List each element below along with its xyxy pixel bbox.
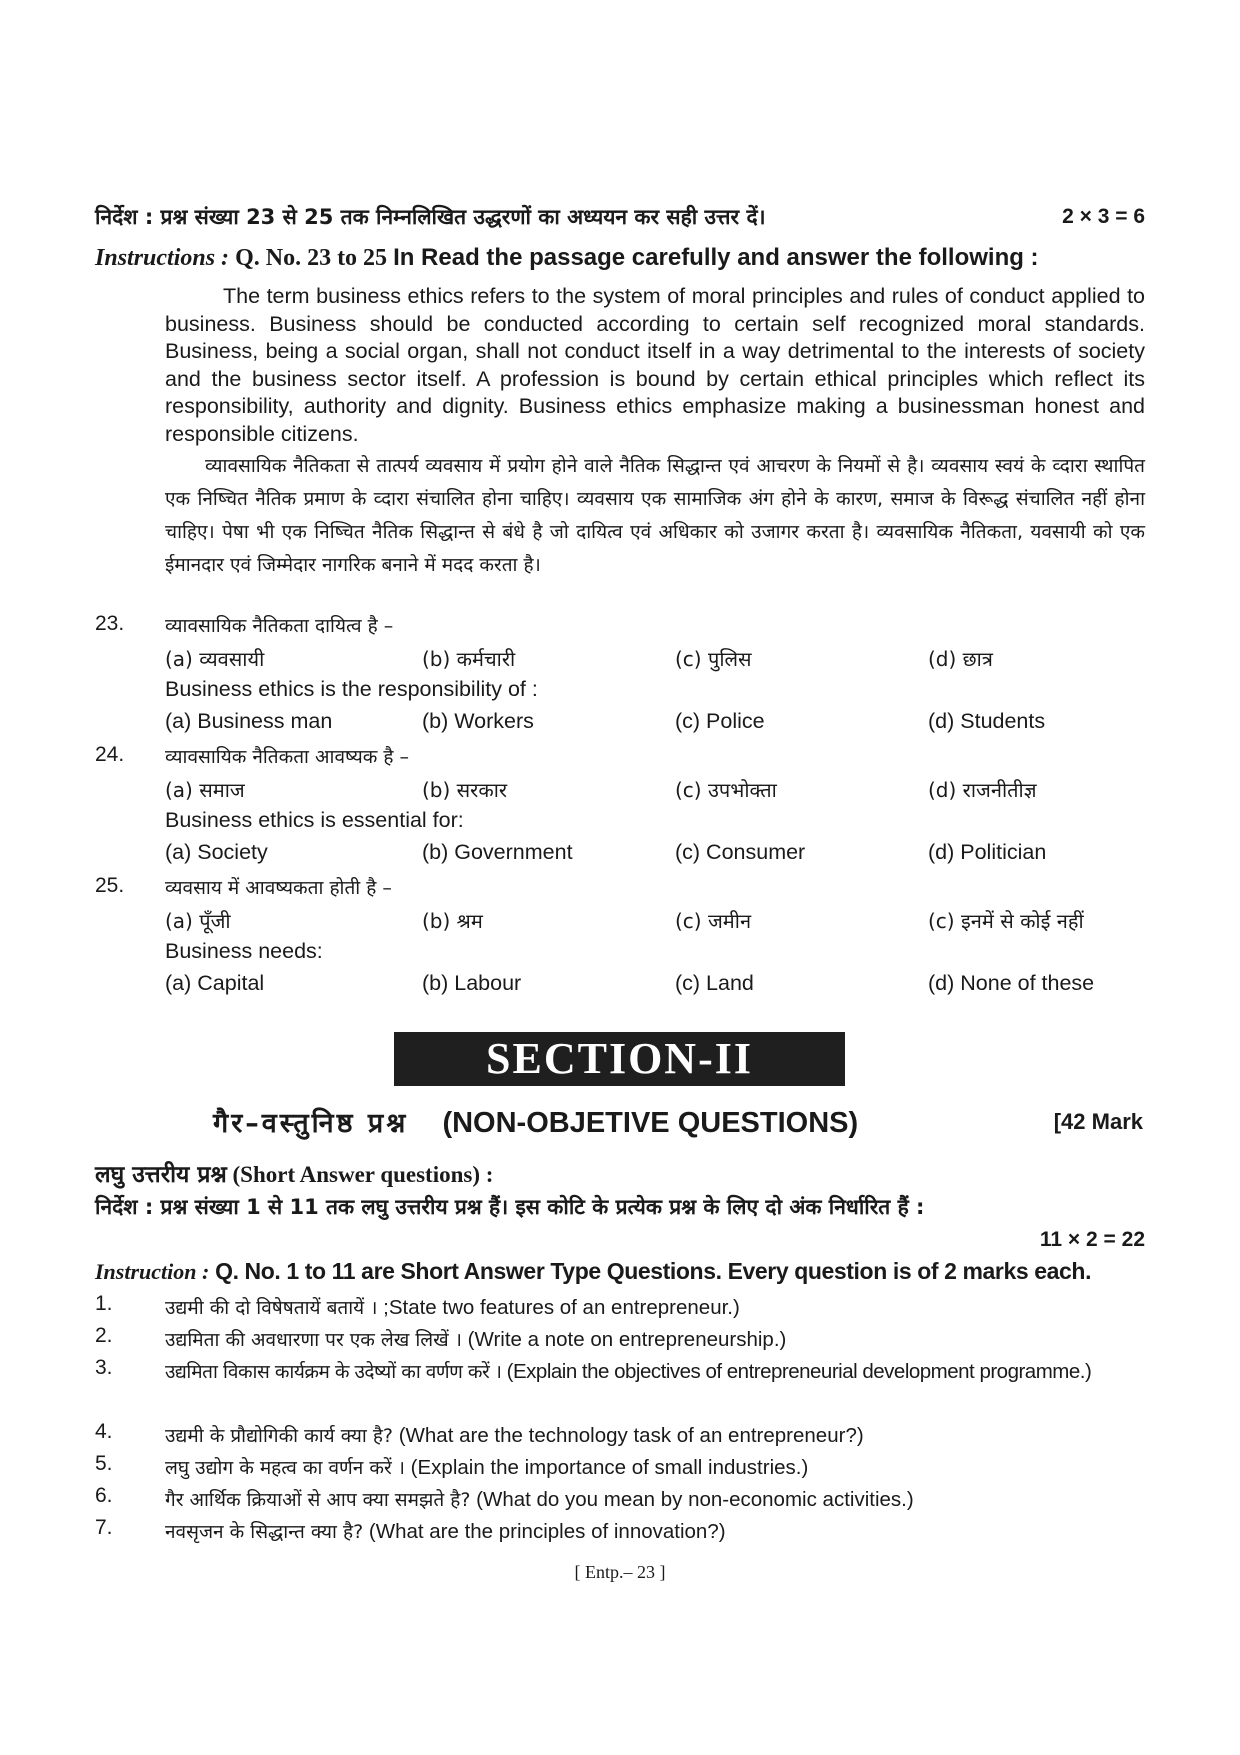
option-c: (c) जमीन <box>675 909 752 933</box>
option-a: (a) Society <box>165 840 268 864</box>
question-english: (What are the technology task of an entrepreneur?) <box>398 1424 864 1447</box>
question-stem-hindi: व्यावसायिक नैतिकता दायित्व है – <box>165 615 394 637</box>
question-english: (Explain the objectives of entrepreneurial development programme.) <box>506 1360 1092 1383</box>
question-stem-hindi: व्यवसाय में आवष्यकता होती है – <box>165 877 392 899</box>
question-stem-english: Business ethics is the responsibility of : <box>165 677 538 701</box>
passage-english: The term business ethics refers to the system of moral principles and rules of conduct applied to business. Business should be conducted according to certain self recognized moral standards. Business, being a social organ, shall not conduct itself in a way detrimental to the interests of society and the business sector itself. A profession is bound by certain ethical principles which reflect its responsibility, authority and dignity. Business ethics emphasize making a businessman honest and responsible citizens. <box>165 284 1145 446</box>
passage-hindi: व्यावसायिक नैतिकता से तात्पर्य व्यवसाय में प्रयोग होने वाले नैतिक सिद्धान्त एवं आचरण के नियमों से है। व्यवसाय स्वयं के व्दारा स्थापित एक निष्चित नैतिक प्रमाण के व्दारा संचालित होना चाहिए। व्यवसाय एक सामाजिक अंग होने के कारण, समाज के विरूद्ध संचालित नहीं होना चाहिए। पेषा भी एक निष्चित नैतिक सिद्धान्त से बंधे है जो दायित्व एवं अधिकार को उजागर करता है। व्यवसायिक नैतिकता, यवसायी को एक ईमानदार एवं जिम्मेदार नागरिक बनाने में मदद करता है। <box>165 455 1145 576</box>
directive-marks: 2 × 3 = 6 <box>1062 205 1145 228</box>
non-objective-english: (NON-OBJETIVE QUESTIONS) <box>442 1107 859 1139</box>
option-b: (b) कर्मचारी <box>422 647 516 671</box>
short-answer-heading <box>95 1157 493 1189</box>
question-english: ;State two features of an entrepreneur.) <box>383 1296 740 1319</box>
directive-hindi: निर्देश : प्रश्न संख्या 23 से 25 तक निम्नलिखित उद्धरणों का अध्ययन कर सही उत्तर दें। <box>95 205 766 229</box>
instructions-text: In Read the passage carefully and answer the following : <box>393 244 1039 271</box>
option-a: (a) व्यवसायी <box>165 647 265 671</box>
short-answer-instruction-label: Instruction : <box>95 1259 210 1284</box>
question-number: 5. <box>95 1452 113 1475</box>
option-a: (a) Business man <box>165 709 333 733</box>
section-marks: [42 Mark <box>1053 1109 1143 1134</box>
question-number: 6. <box>95 1484 113 1507</box>
question-english: (Write a note on entrepreneurship.) <box>467 1328 787 1351</box>
option-d: (d) Students <box>928 709 1046 733</box>
question-number: 25. <box>95 874 125 897</box>
option-b: (b) श्रम <box>422 909 483 933</box>
question-number: 23. <box>95 612 125 635</box>
option-a: (a) समाज <box>165 778 245 802</box>
question-english: (Explain the importance of small industries.) <box>410 1456 809 1479</box>
option-c: (c) Police <box>675 709 765 733</box>
question-stem-hindi: व्यावसायिक नैतिकता आवष्यक है – <box>165 746 410 768</box>
question-number: 24. <box>95 743 125 766</box>
option-c: (c) पुलिस <box>675 647 752 671</box>
option-b: (b) सरकार <box>422 778 508 802</box>
short-answer-heading-english: (Short Answer questions) : <box>232 1162 494 1187</box>
short-answer-directive: निर्देश : प्रश्न संख्या 1 से 11 तक लघु उत्तरीय प्रश्न हैं। इस कोटि के प्रत्येक प्रश्न के लिए दो अंक निर्धारित हैं : <box>95 1195 925 1219</box>
options-hindi <box>165 907 1145 937</box>
option-c: (c) Consumer <box>675 840 806 864</box>
question-number: 4. <box>95 1420 113 1443</box>
question-hindi: लघु उद्योग के महत्व का वर्णन करें । <box>165 1457 405 1479</box>
short-answer-heading-hindi: लघु उत्तरीय प्रश्न <box>95 1162 227 1188</box>
question-number: 1. <box>95 1292 113 1315</box>
question-hindi: उद्यमी की दो विषेषतायें बतायें । <box>165 1297 378 1319</box>
option-c: (c) Land <box>675 971 754 995</box>
directive-row <box>95 203 1145 237</box>
option-d: (d) राजनीतीज्ञ <box>928 778 1037 802</box>
non-objective-heading <box>213 1103 1143 1140</box>
question-stem-english: Business needs: <box>165 939 323 963</box>
instructions-line <box>95 244 1039 272</box>
option-d: (d) छात्र <box>928 647 993 671</box>
question-hindi: उद्यमिता विकास कार्यक्रम के उदेष्यों का वर्णण करें । <box>165 1361 502 1383</box>
question-hindi: नवसृजन के सिद्धान्त क्या है? <box>165 1521 364 1543</box>
options-english <box>165 840 1145 870</box>
option-d: (c) इनमें से कोई नहीं <box>928 909 1084 933</box>
short-answer-marks: 11 × 2 = 22 <box>1039 1228 1145 1251</box>
instructions-qno: Q. No. 23 to 25 <box>235 245 388 271</box>
question-english: (What are the principles of innovation?) <box>368 1520 726 1543</box>
question-stem-english: Business ethics is essential for: <box>165 808 464 832</box>
options-english <box>165 709 1145 739</box>
section-banner: SECTION-II <box>394 1032 845 1086</box>
question-hindi: उद्यमी के प्रौद्योगिकी कार्य क्या है? <box>165 1425 394 1447</box>
question-number: 7. <box>95 1516 113 1539</box>
question-english: (What do you mean by non-economic activities.) <box>476 1488 914 1511</box>
short-answer-instruction-text: Q. No. 1 to 11 are Short Answer Type Questions. Every question is of 2 marks each. <box>215 1258 1092 1284</box>
question-number: 2. <box>95 1324 113 1347</box>
options-hindi <box>165 645 1145 675</box>
options-hindi <box>165 776 1145 806</box>
question-number: 3. <box>95 1356 113 1379</box>
page-footer: [ Entp.– 23 ] <box>574 1562 666 1582</box>
short-answer-instruction <box>95 1258 1091 1285</box>
question-hindi: उद्यमिता की अवधारणा पर एक लेख लिखें । <box>165 1329 462 1351</box>
option-d: (d) Politician <box>928 840 1047 864</box>
option-a: (a) Capital <box>165 971 265 995</box>
option-c: (c) उपभोक्ता <box>675 778 777 802</box>
option-a: (a) पूँजी <box>165 909 231 933</box>
non-objective-hindi: गैर–वस्तुनिष्ठ प्रश्न <box>213 1108 409 1139</box>
option-b: (b) Workers <box>422 709 534 733</box>
option-b: (b) Government <box>422 840 573 864</box>
option-d: (d) None of these <box>928 971 1095 995</box>
question-hindi: गैर आर्थिक क्रियाओं से आप क्या समझते है? <box>165 1489 471 1511</box>
instructions-label: Instructions : <box>95 245 230 271</box>
option-b: (b) Labour <box>422 971 522 995</box>
options-english <box>165 971 1145 1001</box>
